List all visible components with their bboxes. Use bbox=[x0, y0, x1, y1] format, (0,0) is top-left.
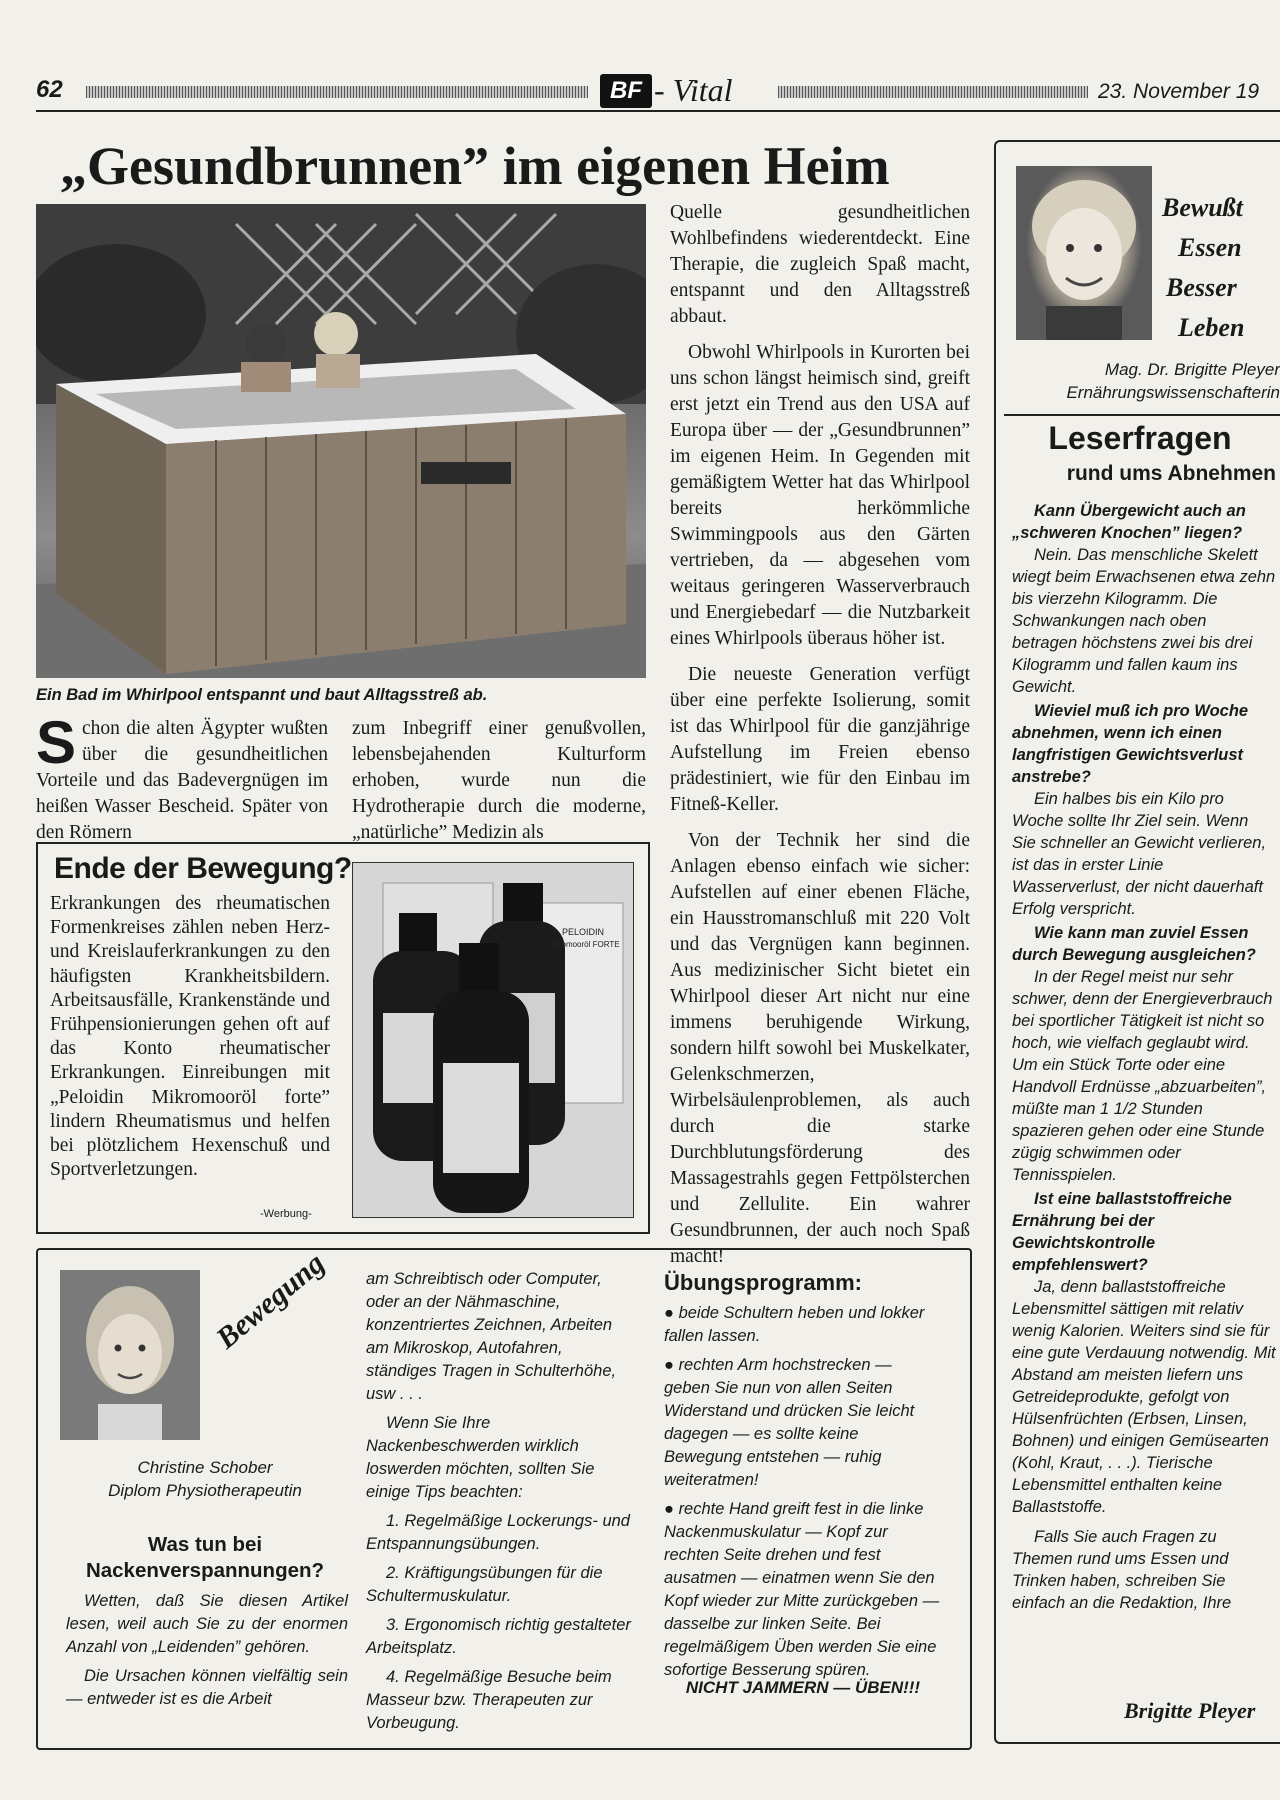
whirlpool-photo bbox=[36, 204, 646, 678]
header-underline bbox=[36, 110, 1280, 112]
question: Ist eine ballaststoffreiche Ernährung bei der Gewichtskontrolle empfehlenswert? bbox=[1012, 1190, 1232, 1274]
answer: Nein. Das menschliche Skelett wiegt beim Erwachsenen etwa zehn bis vierzehn Kilogramm. Die Schwankungen nach oben betragen höchstens zwei bis drei Kilogramm und fallen kaum ins Gewicht. bbox=[1012, 546, 1276, 696]
col3-paragraph: Quelle gesundheitlichen Wohlbefindens wiederentdeckt. Eine Therapie, die zugleich Spaß macht, entspannt und den Alltagsstreß abbaut. bbox=[670, 202, 970, 327]
bullet-icon: ● bbox=[664, 1304, 679, 1322]
program-title: Übungsprogramm: bbox=[664, 1270, 862, 1295]
exercise-program bbox=[664, 1302, 940, 1688]
article-column-3 bbox=[670, 200, 970, 1280]
sidebar-divider bbox=[1004, 414, 1280, 416]
author-name: Christine Schober bbox=[137, 1458, 273, 1477]
tip-item: 1. Regelmäßige Lockerungs- und Entspannungsübungen. bbox=[366, 1512, 630, 1553]
article-column-2: zum Inbegriff einer genußvollen, lebensbejahenden Kulturform erhoben, wurde nun die Hydrotherapie durch die moderne, „natürliche” Medizin als bbox=[352, 718, 646, 843]
col3-paragraph: Die neueste Generation verfügt über eine perfekte Isolierung, somit ist das Whirlpool für die ganzjährige Aufstellung im Freien ebenso prädestiniert, wie für den Einbau im Fitneß-Keller. bbox=[670, 664, 970, 815]
col3-paragraph: Von der Technik her sind die Anlagen ebenso einfach wie sicher: Aufstellen auf einer ebenen Fläche, ein Hausstromanschluß mit 220 Volt und das Vergnügen kann beginnen. Aus medizinischer Sicht bietet ein Whirlpool dieser Art nicht nur eine immens beruhigende Wirkung, sondern hilft sowohl bei Muskelkater, Gelenkschmerzen, Wirbelsäulenproblemen, als auch durch die starke Durchblutungsförderung des Massagestrahls gegen Fettpölsterchen und Zellulite. Ein wahrer Gesundbrunnen, der auch noch Spaß macht! bbox=[670, 830, 970, 1267]
tip-item: 4. Regelmäßige Besuche beim Masseur bzw. Therapeuten zur Vorbeugung. bbox=[366, 1668, 612, 1732]
bottle-label: PELOIDIN bbox=[561, 927, 605, 937]
question: Wie kann man zuviel Essen durch Bewegung ausgleichen? bbox=[1012, 924, 1256, 964]
bottom-author bbox=[60, 1456, 350, 1502]
bottom-tagline: Bewegung bbox=[210, 1246, 331, 1356]
closing-note: Falls Sie auch Fragen zu Themen rund ums Essen und Trinken haben, schreiben Sie einfach an die Redaktion, Ihre bbox=[1012, 1528, 1232, 1612]
bottom-title: Was tun bei Nackenverspannungen? bbox=[85, 1533, 325, 1582]
tagline-word: Bewußt bbox=[1162, 193, 1243, 222]
issue-date: 23. November 19 bbox=[1098, 80, 1260, 103]
ad-bottles-photo bbox=[352, 862, 634, 1218]
sidebar-qa bbox=[1012, 498, 1276, 1614]
middle-paragraph: Wenn Sie Ihre Nackenbeschwerden wirklich loswerden möchten, sollten Sie einige Tips beachten: bbox=[366, 1414, 595, 1501]
photo-caption: Ein Bad im Whirlpool entspannt und baut Alltagsstreß ab. bbox=[36, 686, 488, 704]
page-number: 62 bbox=[36, 76, 63, 103]
intro-paragraph: Die Ursachen können vielfältig sein — entweder ist es die Arbeit bbox=[66, 1667, 348, 1708]
whirlpool-illustration bbox=[36, 204, 646, 678]
slogan: NICHT JAMMERN — ÜBEN!!! bbox=[685, 1678, 921, 1697]
sidebar-title: Leserfragen bbox=[1048, 420, 1232, 456]
ad-text: Erkrankungen des rheumatischen Formenkreises zählen neben Herz- und Kreislauferkrankungen zu den häufigsten Krankheitsbildern. Arbeitsausfälle, Krankenstände und Frühpensionierungen gehen oft auf das Konto rheumatischer Erkrankungen. Einreibungen mit „Peloidin Mikromooröl forte” lindern Rheumatismus und helfen bei plötzlichem Hexenschuß und Sportverletzungen. bbox=[50, 893, 330, 1181]
tagline-word: Besser bbox=[1166, 273, 1237, 302]
bottom-middle bbox=[366, 1268, 634, 1741]
bullet-icon: ● bbox=[664, 1356, 679, 1374]
sidebar-author bbox=[1008, 358, 1280, 404]
exercise-text: rechte Hand greift fest in die linke Nackenmuskulatur — Kopf zur rechten Seite drehen und fest ausatmen — einatmen wenn Sie den Kopf wieder zur Mitte zurückgeben — dasselbe zur linken Seite. Bei regelmäßigem Üben werden Sie eine sofortige Besserung spüren. bbox=[664, 1500, 940, 1679]
bottle-sublabel: Mikromooröl FORTE bbox=[546, 940, 620, 949]
header-rule-left bbox=[86, 86, 588, 98]
page-title: „Gesundbrunnen” im eigenen Heim bbox=[60, 136, 890, 196]
bf-logo: BF bbox=[600, 74, 652, 108]
question: Wieviel muß ich pro Woche abnehmen, wenn ich einen langfristigen Gewichtsverlust anstrebe? bbox=[1012, 702, 1249, 786]
tagline-word: Essen bbox=[1178, 233, 1242, 262]
author-photo-pleyer bbox=[1016, 166, 1152, 340]
author-role: Diplom Physiotherapeutin bbox=[108, 1481, 302, 1500]
ad-tag: -Werbung- bbox=[260, 1208, 312, 1220]
answer: In der Regel meist nur sehr schwer, denn der Energieverbrauch bei sportlicher Tätigkeit ist nicht so hoch, wie vielfach geglaubt wird. Um ein Stück Torte oder eine Handvoll Erdnüsse „abzuarbeiten”, müßte man 1 1/2 Stunden spazieren gehen oder eine Stunde zügig schwimmen oder Tennisspielen. bbox=[1012, 968, 1273, 1184]
col1-text: chon die alten Ägypter wußten über die gesundheitlichen Vorteile und das Badevergnügen im heißen Wasser Bescheid. Später von den Römern bbox=[36, 718, 328, 843]
portrait-illustration bbox=[60, 1270, 200, 1440]
sidebar-tagline bbox=[1162, 188, 1244, 348]
portrait-illustration bbox=[1016, 166, 1152, 340]
tip-item: 3. Ergonomisch richtig gestalteter Arbeitsplatz. bbox=[366, 1616, 631, 1657]
bullet-icon: ● bbox=[664, 1500, 679, 1518]
exercise-text: beide Schultern heben und lokker fallen lassen. bbox=[664, 1304, 925, 1345]
header-rule-right bbox=[778, 86, 1088, 98]
answer: Ja, denn ballaststoffreiche Lebensmittel sättigen mit relativ wenig Kalorien. Weiters sind sie für eine gute Verdauung notwendig. Mit Abstand am meisten liefern uns Getreideprodukte, gefolgt von Hülsenfrüchten (Erbsen, Linsen, Bohnen) und einigen Gemüsearten (Kohl, Kraut, . . .). Tierische Lebensmittel enthalten keine Ballaststoffe. bbox=[1012, 1278, 1276, 1516]
exercise-item bbox=[664, 1498, 940, 1682]
question: Kann Übergewicht auch an „schweren Knochen” liegen? bbox=[1012, 502, 1246, 542]
tagline-word: Leben bbox=[1178, 313, 1245, 342]
author-name: Mag. Dr. Brigitte Pleyer bbox=[1104, 360, 1280, 379]
author-photo-schober bbox=[60, 1270, 200, 1440]
exercise-item bbox=[664, 1302, 940, 1348]
dropcap: S bbox=[36, 709, 77, 776]
middle-paragraph: am Schreibtisch oder Computer, oder an der Nähmaschine, konzentriertes Zeichnen, Arbeiten am Mikroskop, Autofahren, ständiges Tragen in Schulterhöhe, usw . . . bbox=[366, 1270, 617, 1403]
author-role: Ernährungswissenschafterin bbox=[1066, 383, 1280, 402]
bottles-illustration bbox=[353, 863, 633, 1217]
advertisement-box bbox=[36, 842, 650, 1234]
sidebar-subtitle: rund ums Abnehmen bbox=[1066, 462, 1276, 485]
signature: Brigitte Pleyer bbox=[1124, 1698, 1256, 1723]
section-name: - Vital bbox=[654, 72, 733, 108]
col3-paragraph: Obwohl Whirlpools in Kurorten bei uns schon längst heimisch sind, greift erst jetzt ein Trend aus den USA auf Europa über — der „Gesundbrunnen” im eigenen Heim. In Gegenden mit gemäßigtem Wetter hat das Whirlpool bereits herkömmliche Swimmingpools aus den Gärten vertrieben, da — abgesehen vom weitaus geringeren Wasserverbrauch und Energiebedarf — die Nutzbarkeit eines Whirlpools überaus höher ist. bbox=[670, 342, 970, 649]
ad-title: Ende der Bewegung? bbox=[54, 852, 352, 885]
answer: Ein halbes bis ein Kilo pro Woche sollte Ihr Ziel sein. Wenn Sie schneller an Gewicht verlieren, ist das in erster Linie Wasserverlust, der nicht dauerhaft Erfolg verspricht. bbox=[1012, 790, 1267, 918]
article-column-1 bbox=[36, 709, 328, 846]
tip-item: 2. Kräftigungsübungen für die Schultermuskulatur. bbox=[366, 1564, 603, 1605]
exercise-item bbox=[664, 1354, 940, 1492]
intro-paragraph: Wetten, daß Sie diesen Artikel lesen, weil auch Sie zu der enormen Anzahl von „Leidenden” gehören. bbox=[66, 1592, 348, 1656]
exercise-text: rechten Arm hochstrecken — geben Sie nun von allen Seiten Widerstand und drücken Sie leicht dagegen — es sollte keine Bewegung entstehen — ruhig weiteratmen! bbox=[664, 1356, 915, 1489]
bottom-intro bbox=[66, 1590, 348, 1717]
